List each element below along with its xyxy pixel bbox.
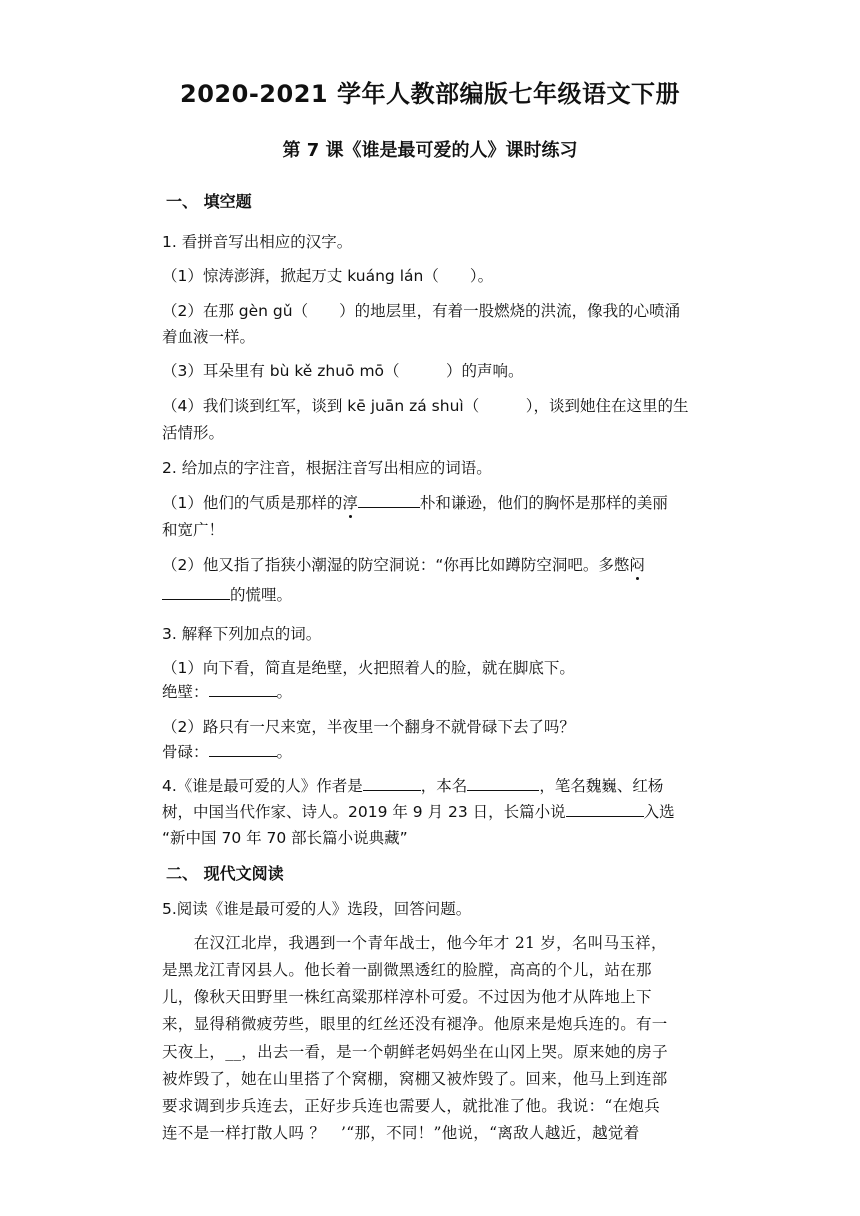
answer-label: 骨碌： — [162, 743, 209, 761]
q4-line-1 — [162, 774, 663, 796]
lesson-subtitle: 第 7 课《谁是最可爱的人》课时练习 — [282, 140, 578, 161]
passage-line: 连不是一样打散人吗 ？ ’“那，不同！”他说，“离敌人越近，越觉着 — [162, 1124, 640, 1142]
answer-blank[interactable] — [467, 776, 539, 791]
q4-text-author: 4.《谁是最可爱的人》作者是 — [162, 777, 363, 795]
answer-blank[interactable] — [162, 585, 230, 600]
q4-text-novel: 树，中国当代作家、诗人。2019 年 9 月 23 日，长篇小说 — [162, 803, 566, 821]
q4-text-realname: ，本名 — [420, 777, 468, 795]
q2-item-2-line-1 — [162, 553, 645, 575]
q2-item-2-line-2 — [162, 583, 292, 605]
q1-item-4-line-2: 活情形。 — [162, 424, 225, 442]
document-title: 2020-2021 学年人教部编版七年级语文下册 — [180, 80, 680, 108]
q4-text-selected: 入选 — [643, 803, 675, 821]
q1-item-1: （1）惊涛澎湃，掀起万丈 kuáng lán（ ）。 — [162, 267, 494, 285]
passage-line: 要求调到步兵连去，正好步兵连也需要人，就批准了他。我说：“在炮兵 — [162, 1097, 661, 1115]
q2-item-1-text-after: 朴和谦逊，他们的胸怀是那样的美丽 — [419, 494, 668, 512]
answer-blank[interactable] — [363, 776, 421, 791]
answer-blank[interactable] — [209, 742, 277, 757]
dotted-character: 淳 — [342, 494, 358, 512]
q2-item-2-text-after: 的慌哩。 — [230, 586, 293, 604]
period: 。 — [276, 743, 293, 761]
q1-item-3: （3）耳朵里有 bù kě zhuō mō（ ）的声响。 — [162, 362, 524, 380]
q3-stem: 3. 解释下列加点的词。 — [162, 625, 322, 643]
answer-blank[interactable] — [358, 493, 420, 508]
q3-item-1: （1）向下看，简直是绝壁，火把照着人的脸，就在脚底下。 — [162, 659, 575, 677]
passage-line: 在汉江北岸，我遇到一个青年战士，他今年才 21 岁，名叫马玉祥， — [162, 934, 667, 952]
answer-blank[interactable] — [566, 802, 644, 817]
q1-stem: 1. 看拼音写出相应的汉字。 — [162, 233, 353, 251]
q4-line-3: “新中国 70 年 70 部长篇小说典藏” — [162, 829, 408, 847]
q2-item-2-text: （2）他又指了指狭小潮湿的防空洞说：“你再比如蹲防空洞吧。多憋 — [162, 556, 630, 574]
passage-line: 来，显得稍微疲劳些，眼里的红丝还没有褪净。他原来是炮兵连的。有一 — [162, 1015, 668, 1033]
section-heading-fill-in: 一、 填空题 — [166, 192, 252, 211]
q2-item-1-text-before: （1）他们的气质是那样的 — [162, 494, 343, 512]
q4-text-penname: ，笔名魏巍、红杨 — [539, 777, 664, 795]
q5-stem: 5.阅读《谁是最可爱的人》选段，回答问题。 — [162, 900, 472, 918]
q2-item-1-line-1 — [162, 491, 668, 513]
passage-line: 是黑龙江青冈县人。他长着一副微黑透红的脸膛，高高的个儿，站在那 — [162, 961, 652, 979]
answer-label: 绝壁： — [162, 683, 209, 701]
q2-item-1-line-2: 和宽广！ — [162, 521, 225, 539]
period: 。 — [276, 683, 293, 701]
passage-line: 天夜上，__，出去一看，是一个朝鲜老妈妈坐在山冈上哭。原来她的房子 — [162, 1043, 668, 1061]
q1-item-4-line-1: （4）我们谈到红军，谈到 kē juān zá shuì（ ），谈到她住在这里的生 — [162, 397, 689, 415]
passage-line: 儿，像秋天田野里一株红高粱那样淳朴可爱。不过因为他才从阵地上下 — [162, 988, 652, 1006]
q1-item-2-line-1: （2）在那 gèn gǔ（ ）的地层里，有着一股燃烧的洪流，像我的心喷涌 — [162, 302, 681, 320]
q4-line-2 — [162, 800, 675, 822]
q1-item-2-line-2: 着血液一样。 — [162, 328, 256, 346]
q3-item-2-answer-line — [162, 740, 292, 762]
q2-stem: 2. 给加点的字注音，根据注音写出相应的词语。 — [162, 459, 492, 477]
answer-blank[interactable] — [209, 682, 277, 697]
passage-line: 被炸毁了，她在山里搭了个窝棚，窝棚又被炸毁了。回来，他马上到连部 — [162, 1070, 668, 1088]
q3-item-2: （2）路只有一尺来宽，半夜里一个翻身不就骨碌下去了吗？ — [162, 718, 575, 736]
q3-item-1-answer-line — [162, 680, 292, 702]
section-heading-reading: 二、 现代文阅读 — [166, 864, 284, 883]
dotted-character: 闷 — [629, 556, 645, 574]
